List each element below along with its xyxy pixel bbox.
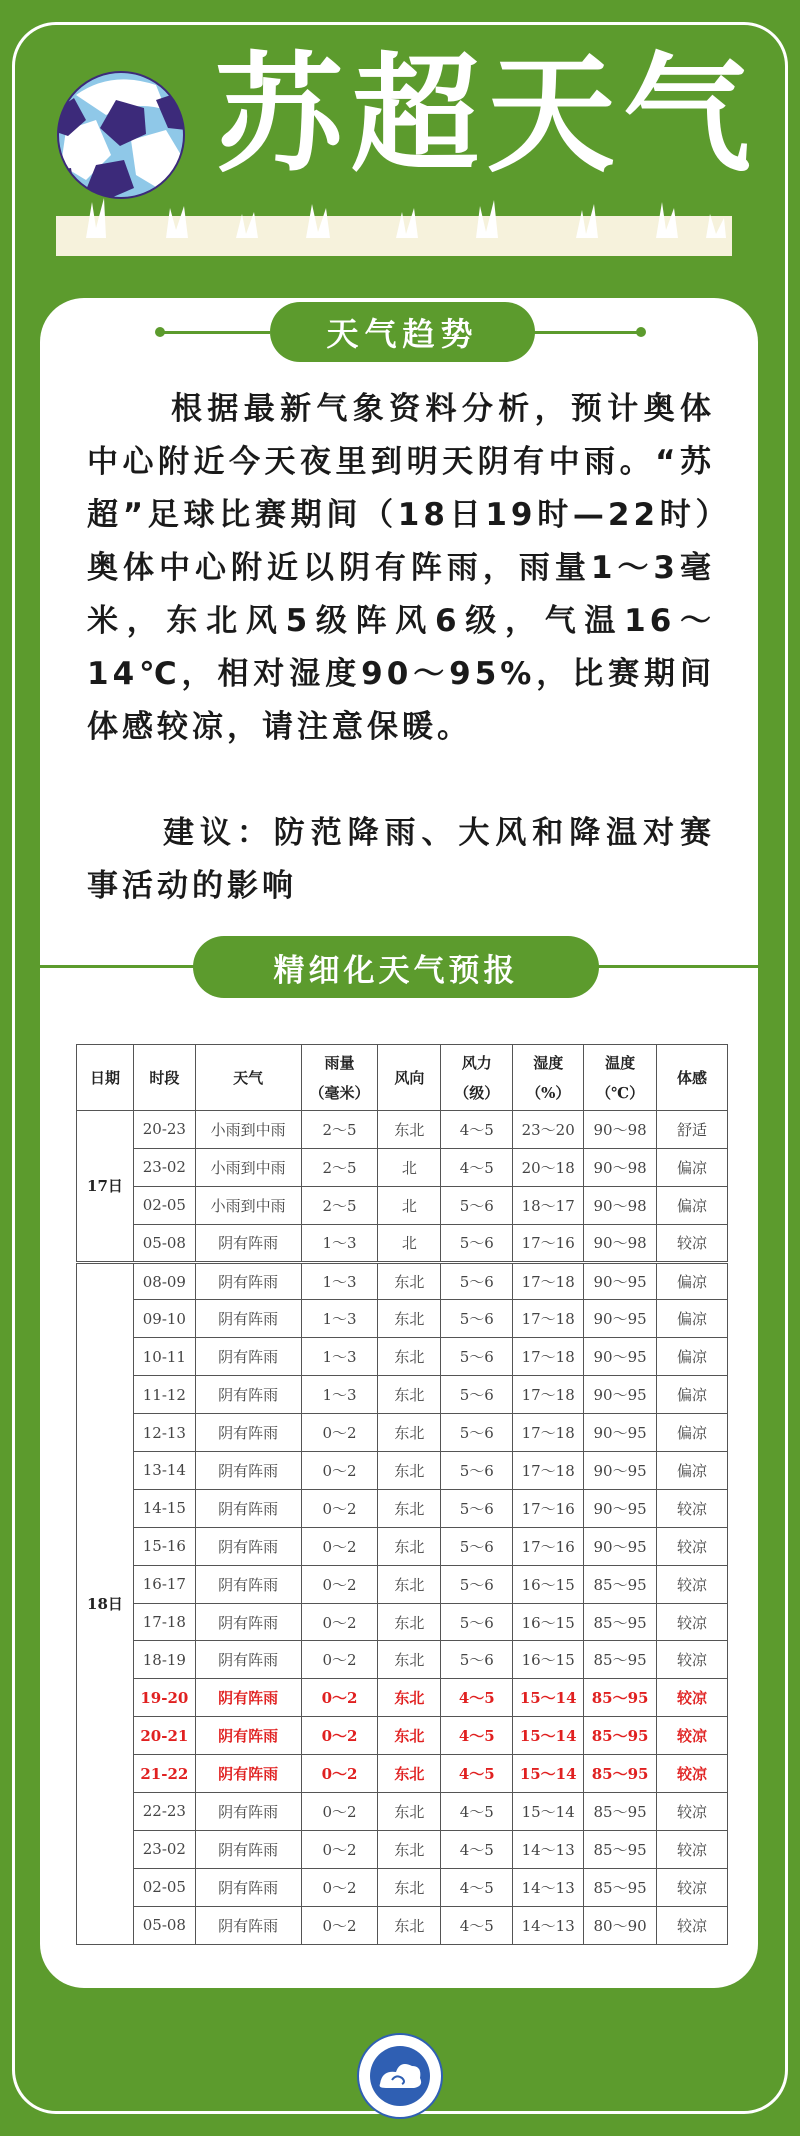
cell-wind-force: 5～6 [441,1489,513,1527]
cell-time: 19-20 [133,1679,195,1717]
cell-weather: 阴有阵雨 [195,1906,301,1944]
cell-wind-force: 5～6 [441,1262,513,1300]
cell-humidity: 17～18 [513,1262,584,1300]
cell-feel: 较凉 [657,1603,728,1641]
cell-time: 10-11 [133,1338,195,1376]
cell-weather: 阴有阵雨 [195,1641,301,1679]
cell-weather: 小雨到中雨 [195,1111,301,1149]
cell-wind-force: 4～5 [441,1755,513,1793]
cell-temp: 90～95 [584,1376,657,1414]
cell-temp: 90～95 [584,1300,657,1338]
cell-wind-dir: 东北 [378,1300,441,1338]
cell-rain: 1～3 [301,1300,378,1338]
cell-rain: 2～5 [301,1148,378,1186]
cell-wind-dir: 东北 [378,1641,441,1679]
cell-temp: 90～95 [584,1414,657,1452]
cell-time: 02-05 [133,1868,195,1906]
table-row [77,1186,728,1224]
table-row [77,1906,728,1944]
cell-weather: 阴有阵雨 [195,1338,301,1376]
cell-rain: 1～3 [301,1262,378,1300]
cell-feel: 偏凉 [657,1452,728,1490]
cell-wind-force: 4～5 [441,1830,513,1868]
table-row [77,1793,728,1831]
cell-wind-dir: 东北 [378,1565,441,1603]
cell-wind-force: 4～5 [441,1679,513,1717]
cell-rain: 0～2 [301,1565,378,1603]
cell-temp: 90～95 [584,1489,657,1527]
cell-wind-dir: 东北 [378,1868,441,1906]
cell-wind-dir: 东北 [378,1452,441,1490]
header-temp: 温度 （℃） [584,1045,657,1111]
cell-time: 23-02 [133,1830,195,1868]
cell-wind-force: 5～6 [441,1641,513,1679]
cell-temp: 85～95 [584,1603,657,1641]
cell-date: 18日 [77,1262,134,1944]
table-row [77,1527,728,1565]
cell-weather: 阴有阵雨 [195,1452,301,1490]
header-feel: 体感 [657,1045,728,1111]
cell-wind-dir: 东北 [378,1830,441,1868]
cell-wind-dir: 东北 [378,1906,441,1944]
cell-rain: 0～2 [301,1489,378,1527]
cell-weather: 阴有阵雨 [195,1565,301,1603]
cell-temp: 90～95 [584,1452,657,1490]
cell-wind-force: 5～6 [441,1300,513,1338]
cell-feel: 较凉 [657,1717,728,1755]
heading-dot-right [636,327,646,337]
cell-wind-force: 5～6 [441,1224,513,1262]
cell-wind-dir: 东北 [378,1679,441,1717]
cell-time: 20-21 [133,1717,195,1755]
cell-rain: 1～3 [301,1338,378,1376]
cell-wind-dir: 东北 [378,1489,441,1527]
cell-feel: 较凉 [657,1489,728,1527]
cell-rain: 0～2 [301,1414,378,1452]
cell-time: 18-19 [133,1641,195,1679]
cell-weather: 阴有阵雨 [195,1603,301,1641]
cell-wind-force: 4～5 [441,1717,513,1755]
cell-humidity: 17～18 [513,1300,584,1338]
cell-rain: 0～2 [301,1603,378,1641]
cell-wind-dir: 东北 [378,1376,441,1414]
cell-rain: 0～2 [301,1755,378,1793]
table-row [77,1224,728,1262]
cell-weather: 阴有阵雨 [195,1376,301,1414]
cell-feel: 较凉 [657,1527,728,1565]
cell-humidity: 15～14 [513,1755,584,1793]
cell-wind-force: 5～6 [441,1452,513,1490]
cell-time: 13-14 [133,1452,195,1490]
cell-rain: 1～3 [301,1224,378,1262]
cell-rain: 0～2 [301,1679,378,1717]
table-row [77,1300,728,1338]
cell-humidity: 17～18 [513,1452,584,1490]
cell-weather: 阴有阵雨 [195,1717,301,1755]
cell-weather: 阴有阵雨 [195,1300,301,1338]
cell-feel: 较凉 [657,1868,728,1906]
header-wind-dir: 风向 [378,1045,441,1111]
cell-wind-dir: 东北 [378,1527,441,1565]
cell-feel: 较凉 [657,1906,728,1944]
cell-feel: 较凉 [657,1565,728,1603]
table-row [77,1755,728,1793]
table-header-row [77,1045,728,1111]
cell-weather: 小雨到中雨 [195,1186,301,1224]
cell-feel: 较凉 [657,1830,728,1868]
cell-rain: 2～5 [301,1111,378,1149]
cell-feel: 偏凉 [657,1376,728,1414]
table-body [77,1111,728,1945]
advice-paragraph: 建议：防范降雨、大风和降温对赛事活动的影响 [87,815,715,904]
cell-date: 17日 [77,1111,134,1263]
cell-wind-dir: 东北 [378,1262,441,1300]
cell-humidity: 17～18 [513,1376,584,1414]
cell-rain: 0～2 [301,1527,378,1565]
cell-feel: 偏凉 [657,1300,728,1338]
cell-humidity: 14～13 [513,1830,584,1868]
page-title: 苏超天气 [215,41,760,190]
cell-temp: 85～95 [584,1717,657,1755]
cell-humidity: 17～18 [513,1338,584,1376]
cell-wind-dir: 北 [378,1186,441,1224]
cell-weather: 阴有阵雨 [195,1830,301,1868]
section-heading-trend: 天气趋势 [270,302,535,362]
cell-humidity: 14～13 [513,1868,584,1906]
cell-temp: 90～98 [584,1148,657,1186]
header-humidity: 湿度 （%） [513,1045,584,1111]
header-weather: 天气 [195,1045,301,1111]
header-rain: 雨量 （毫米） [301,1045,378,1111]
cell-wind-force: 5～6 [441,1527,513,1565]
cell-weather: 阴有阵雨 [195,1489,301,1527]
cell-humidity: 18～17 [513,1186,584,1224]
cell-time: 14-15 [133,1489,195,1527]
cell-temp: 85～95 [584,1679,657,1717]
cell-temp: 85～95 [584,1793,657,1831]
grass-decoration [56,178,732,260]
cell-time: 08-09 [133,1262,195,1300]
cell-temp: 85～95 [584,1755,657,1793]
table-row [77,1148,728,1186]
heading-dot-left [155,327,165,337]
table-row [77,1111,728,1149]
cell-feel: 偏凉 [657,1148,728,1186]
cell-humidity: 17～16 [513,1224,584,1262]
cell-humidity: 15～14 [513,1679,584,1717]
cell-temp: 90～98 [584,1111,657,1149]
cell-time: 16-17 [133,1565,195,1603]
cell-weather: 阴有阵雨 [195,1679,301,1717]
cell-wind-dir: 东北 [378,1755,441,1793]
cell-wind-force: 5～6 [441,1565,513,1603]
header-date: 日期 [77,1045,134,1111]
cell-temp: 90～95 [584,1262,657,1300]
cell-feel: 偏凉 [657,1338,728,1376]
cell-rain: 0～2 [301,1717,378,1755]
cell-temp: 80～90 [584,1906,657,1944]
cell-wind-dir: 东北 [378,1414,441,1452]
cell-humidity: 16～15 [513,1565,584,1603]
cell-weather: 阴有阵雨 [195,1868,301,1906]
cell-humidity: 17～16 [513,1527,584,1565]
cell-wind-force: 4～5 [441,1148,513,1186]
table-row [77,1679,728,1717]
cell-weather: 阴有阵雨 [195,1414,301,1452]
cell-rain: 0～2 [301,1906,378,1944]
cell-rain: 0～2 [301,1793,378,1831]
cell-temp: 85～95 [584,1641,657,1679]
cell-wind-dir: 东北 [378,1111,441,1149]
header-time: 时段 [133,1045,195,1111]
cell-rain: 0～2 [301,1641,378,1679]
cell-rain: 2～5 [301,1186,378,1224]
cell-weather: 阴有阵雨 [195,1224,301,1262]
cell-wind-force: 5～6 [441,1376,513,1414]
cell-wind-dir: 北 [378,1224,441,1262]
cell-time: 22-23 [133,1793,195,1831]
table-row [77,1262,728,1300]
cell-wind-dir: 东北 [378,1717,441,1755]
header-wind-force: 风力 （级） [441,1045,513,1111]
cell-rain: 0～2 [301,1452,378,1490]
cell-weather: 阴有阵雨 [195,1262,301,1300]
table-row [77,1565,728,1603]
cell-rain: 0～2 [301,1830,378,1868]
table-row [77,1414,728,1452]
cell-feel: 偏凉 [657,1414,728,1452]
cell-humidity: 15～14 [513,1793,584,1831]
cell-wind-dir: 东北 [378,1603,441,1641]
trend-paragraph: 根据最新气象资料分析，预计奥体中心附近今天夜里到明天阴有中雨。“苏超”足球比赛期间（18日19时—22时）奥体中心附近以阴有阵雨，雨量1～3毫米，东北风5级阵风6级，气温16～14℃，相对湿度90～95%，比赛期间体感较凉，请注意保暖。 [87,391,715,745]
cell-humidity: 16～15 [513,1603,584,1641]
cell-feel: 较凉 [657,1755,728,1793]
cell-humidity: 16～15 [513,1641,584,1679]
cell-time: 17-18 [133,1603,195,1641]
cell-feel: 较凉 [657,1793,728,1831]
cell-humidity: 20～18 [513,1148,584,1186]
cell-rain: 0～2 [301,1868,378,1906]
cell-wind-force: 4～5 [441,1793,513,1831]
heading-rule-left [160,331,270,334]
section-heading-forecast: 精细化天气预报 [193,936,599,998]
cell-time: 09-10 [133,1300,195,1338]
cell-feel: 较凉 [657,1224,728,1262]
table-row [77,1868,728,1906]
cell-time: 20-23 [133,1111,195,1149]
cell-wind-force: 4～5 [441,1111,513,1149]
cell-wind-dir: 东北 [378,1793,441,1831]
cell-wind-force: 5～6 [441,1338,513,1376]
cell-temp: 90～95 [584,1338,657,1376]
cell-weather: 阴有阵雨 [195,1793,301,1831]
cell-weather: 小雨到中雨 [195,1148,301,1186]
forecast-table [76,1044,728,1945]
cell-time: 05-08 [133,1906,195,1944]
cell-feel: 偏凉 [657,1262,728,1300]
table-row [77,1376,728,1414]
cell-wind-force: 4～5 [441,1868,513,1906]
cell-weather: 阴有阵雨 [195,1755,301,1793]
cell-humidity: 14～13 [513,1906,584,1944]
heading-rule-right [530,331,640,334]
cell-feel: 较凉 [657,1641,728,1679]
cell-wind-force: 5～6 [441,1603,513,1641]
table-row [77,1830,728,1868]
table-row [77,1603,728,1641]
cell-temp: 85～95 [584,1565,657,1603]
table-row [77,1452,728,1490]
table-row [77,1717,728,1755]
cell-weather: 阴有阵雨 [195,1527,301,1565]
cell-feel: 偏凉 [657,1186,728,1224]
cell-feel: 较凉 [657,1679,728,1717]
cell-humidity: 23～20 [513,1111,584,1149]
cell-time: 12-13 [133,1414,195,1452]
cell-time: 05-08 [133,1224,195,1262]
meteorological-bureau-logo [356,2032,444,2120]
cell-wind-force: 5～6 [441,1186,513,1224]
cell-rain: 1～3 [301,1376,378,1414]
cell-humidity: 17～16 [513,1489,584,1527]
cell-time: 02-05 [133,1186,195,1224]
cell-time: 11-12 [133,1376,195,1414]
cell-temp: 90～98 [584,1186,657,1224]
table-row [77,1338,728,1376]
cell-wind-force: 5～6 [441,1414,513,1452]
cell-temp: 90～95 [584,1527,657,1565]
cell-wind-dir: 北 [378,1148,441,1186]
cell-temp: 90～98 [584,1224,657,1262]
cell-temp: 85～95 [584,1868,657,1906]
cell-time: 15-16 [133,1527,195,1565]
cell-humidity: 17～18 [513,1414,584,1452]
cell-humidity: 15～14 [513,1717,584,1755]
table-row [77,1641,728,1679]
table-row [77,1489,728,1527]
cell-wind-dir: 东北 [378,1338,441,1376]
cell-feel: 舒适 [657,1111,728,1149]
cell-wind-force: 4～5 [441,1906,513,1944]
cell-temp: 85～95 [584,1830,657,1868]
cell-time: 21-22 [133,1755,195,1793]
cell-time: 23-02 [133,1148,195,1186]
